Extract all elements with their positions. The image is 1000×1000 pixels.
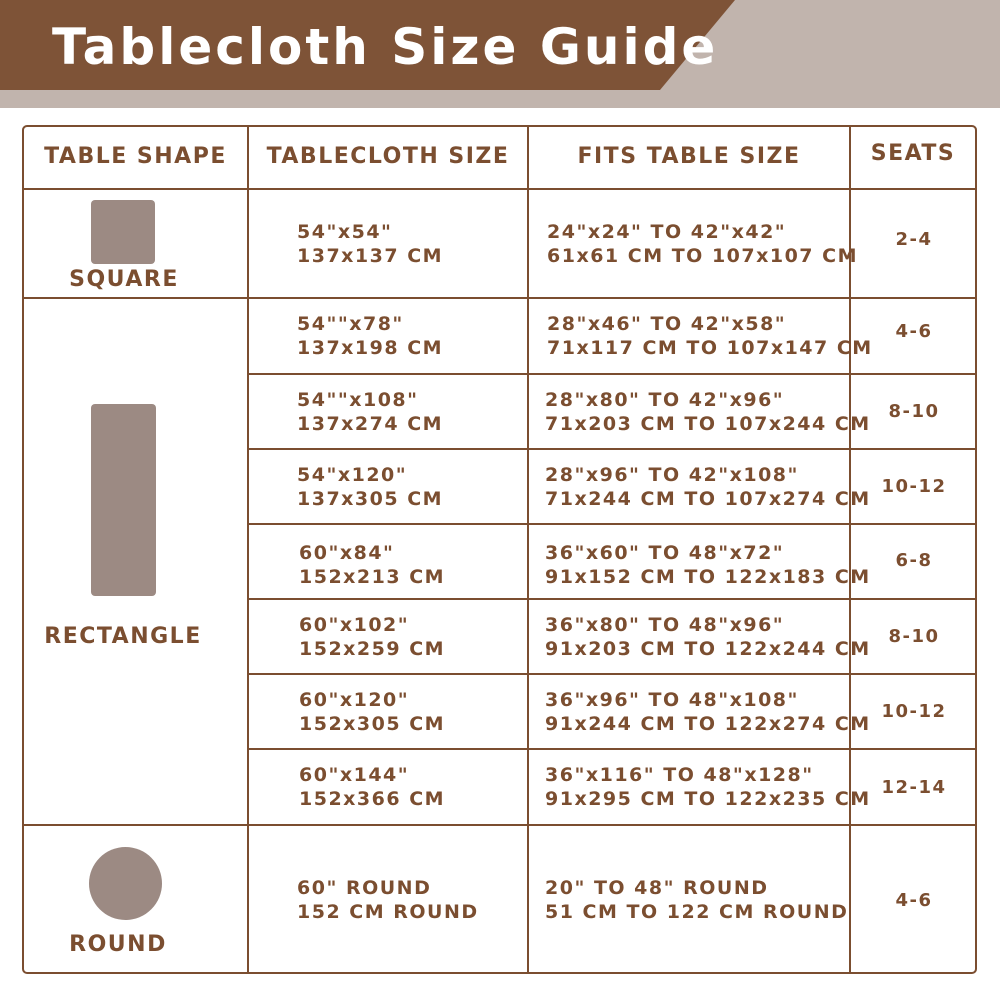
tablecloth-size-cm: 137x305 CM — [297, 487, 444, 510]
list-item — [545, 600, 871, 673]
fits-size-inches: 36"x80" TO 48"x96" — [545, 613, 785, 636]
seats-value: 6-8 — [895, 550, 933, 571]
list-item — [545, 528, 871, 601]
fits-size-cm: 51 CM TO 122 CM ROUND — [545, 901, 849, 923]
tablecloth-size-cm: 152 CM ROUND — [297, 901, 479, 923]
tablecloth-size-cm: 137x137 CM — [297, 244, 444, 267]
fits-size-inches: 36"x60" TO 48"x72" — [545, 541, 785, 564]
list-item — [545, 450, 871, 523]
fits-size-cm: 91x244 CM TO 122x274 CM — [545, 712, 871, 735]
list-item — [299, 750, 445, 824]
rectangle-table-icon — [91, 404, 156, 596]
tablecloth-size-inches: 54""x108" — [297, 388, 419, 411]
tablecloth-size-inches: 60"x102" — [299, 613, 410, 636]
list-item — [545, 750, 871, 824]
fits-size-inches: 20" TO 48" ROUND — [545, 877, 769, 899]
tablecloth-size-inches: 54""x78" — [297, 313, 404, 335]
header-fits-table-size: FITS TABLE SIZE — [577, 144, 801, 169]
tablecloth-size-inches: 54"x54" — [297, 220, 393, 243]
fits-size-inches: 36"x116" TO 48"x128" — [545, 764, 814, 786]
fits-size-inches: 24"x24" TO 42"x42" — [547, 220, 787, 243]
header-seats: SEATS — [870, 141, 956, 166]
round-table-icon — [89, 847, 162, 920]
fits-size-inches: 28"x46" TO 42"x58" — [547, 313, 787, 335]
list-item — [297, 299, 443, 373]
tablecloth-size-inches: 60" ROUND — [297, 877, 432, 899]
list-item — [297, 190, 443, 297]
fits-size-cm: 91x152 CM TO 122x183 CM — [545, 565, 871, 588]
tablecloth-size-cm: 137x274 CM — [297, 412, 444, 435]
square-table-icon — [91, 200, 155, 264]
fits-size-inches: 28"x80" TO 42"x96" — [545, 388, 785, 411]
fits-size-cm: 71x117 CM TO 107x147 CM — [547, 337, 873, 359]
list-item — [547, 299, 873, 373]
list-item — [297, 450, 443, 523]
list-item — [545, 675, 871, 748]
fits-size-inches: 36"x96" TO 48"x108" — [545, 688, 799, 711]
tablecloth-size-cm: 137x198 CM — [297, 337, 444, 359]
fits-size-cm: 71x244 CM TO 107x274 CM — [545, 487, 871, 510]
tablecloth-size-cm: 152x259 CM — [299, 637, 446, 660]
seats-value: 4-6 — [895, 320, 933, 342]
list-item — [299, 528, 445, 601]
header-table-shape: TABLE SHAPE — [44, 144, 227, 169]
fits-size-inches: 28"x96" TO 42"x108" — [545, 463, 799, 486]
fits-size-cm: 61x61 CM TO 107x107 CM — [547, 244, 858, 267]
seats-value: 12-14 — [881, 776, 947, 798]
seats-value: 2-4 — [895, 229, 933, 250]
list-item — [545, 375, 871, 448]
list-item — [299, 600, 445, 673]
list-item — [297, 375, 443, 448]
tablecloth-size-cm: 152x305 CM — [299, 712, 446, 735]
seats-value: 10-12 — [881, 476, 947, 497]
seats-value: 10-12 — [881, 701, 947, 722]
list-item — [545, 826, 848, 974]
fits-size-cm: 91x203 CM TO 122x244 CM — [545, 637, 871, 660]
fits-size-cm: 71x203 CM TO 107x244 CM — [545, 412, 871, 435]
list-item — [547, 190, 858, 297]
fits-size-cm: 91x295 CM TO 122x235 CM — [545, 788, 871, 810]
page-title: Tablecloth Size Guide — [52, 18, 719, 76]
column-divider — [527, 125, 529, 974]
header-tablecloth-size: TABLECLOTH SIZE — [266, 144, 510, 169]
shape-label-square: SQUARE — [69, 267, 179, 292]
tablecloth-size-inches: 60"x144" — [299, 764, 410, 786]
tablecloth-size-inches: 60"x120" — [299, 688, 410, 711]
seats-value: 8-10 — [888, 401, 940, 422]
tablecloth-size-inches: 54"x120" — [297, 463, 408, 486]
shape-label-round: ROUND — [69, 932, 167, 957]
seats-value: 8-10 — [888, 626, 940, 647]
list-item — [297, 826, 479, 974]
tablecloth-size-cm: 152x213 CM — [299, 565, 446, 588]
list-item — [299, 675, 445, 748]
seats-value: 4-6 — [895, 889, 933, 911]
tablecloth-size-cm: 152x366 CM — [299, 788, 446, 810]
tablecloth-size-inches: 60"x84" — [299, 541, 395, 564]
shape-label-rectangle: RECTANGLE — [44, 624, 202, 649]
column-divider — [247, 125, 249, 974]
